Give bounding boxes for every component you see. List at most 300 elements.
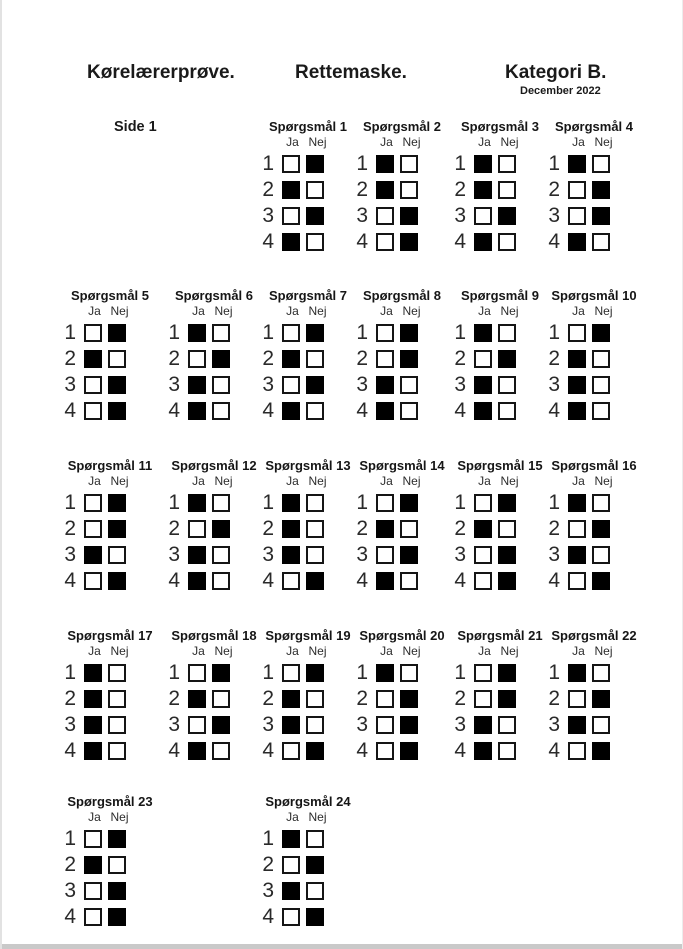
checkbox-nej-filled bbox=[498, 207, 516, 225]
checkbox-nej-empty bbox=[306, 402, 324, 420]
answer-row bbox=[260, 372, 356, 398]
nej-column-header: Nej bbox=[500, 304, 519, 318]
row-number: 3 bbox=[356, 543, 368, 566]
ja-column-header: Ja bbox=[478, 644, 491, 658]
checkbox-ja-filled bbox=[474, 402, 492, 420]
question-title: Spørgsmål 5 bbox=[70, 288, 150, 303]
nej-column-header: Nej bbox=[402, 304, 421, 318]
checkbox-nej-filled bbox=[498, 664, 516, 682]
checkbox-ja-empty bbox=[84, 908, 102, 926]
row-number: 1 bbox=[262, 491, 274, 514]
question-block bbox=[166, 628, 262, 764]
ja-column-header: Ja bbox=[88, 810, 101, 824]
row-number: 1 bbox=[64, 491, 76, 514]
checkbox-nej-empty bbox=[498, 324, 516, 342]
ja-nej-header bbox=[354, 644, 450, 658]
checkbox-ja-empty bbox=[188, 664, 206, 682]
checkbox-ja-empty bbox=[474, 207, 492, 225]
answer-rows bbox=[546, 151, 642, 255]
answer-row bbox=[354, 660, 450, 686]
answer-row bbox=[260, 904, 356, 930]
question-block bbox=[546, 628, 642, 764]
answer-rows bbox=[260, 151, 356, 255]
answer-row bbox=[546, 686, 642, 712]
checkbox-nej-filled bbox=[108, 324, 126, 342]
checkbox-ja-filled bbox=[568, 402, 586, 420]
answer-row bbox=[354, 686, 450, 712]
row-number: 1 bbox=[262, 152, 274, 175]
checkbox-nej-empty bbox=[212, 402, 230, 420]
checkbox-ja-empty bbox=[188, 350, 206, 368]
row-number: 3 bbox=[454, 373, 466, 396]
answer-rows bbox=[166, 660, 262, 764]
ja-column-header: Ja bbox=[380, 135, 393, 149]
answer-row bbox=[260, 490, 356, 516]
checkbox-ja-filled bbox=[376, 572, 394, 590]
nej-column-header: Nej bbox=[308, 644, 327, 658]
checkbox-ja-filled bbox=[474, 716, 492, 734]
row-number: 1 bbox=[356, 152, 368, 175]
checkbox-nej-filled bbox=[108, 402, 126, 420]
answer-row bbox=[260, 346, 356, 372]
checkbox-nej-empty bbox=[306, 350, 324, 368]
row-number: 4 bbox=[64, 399, 76, 422]
sheet-title: Rettemaske. bbox=[295, 62, 407, 83]
ja-nej-header bbox=[452, 644, 548, 658]
answer-row bbox=[452, 660, 548, 686]
answer-row bbox=[354, 177, 450, 203]
answer-rows bbox=[260, 660, 356, 764]
ja-column-header: Ja bbox=[88, 304, 101, 318]
answer-rows bbox=[166, 490, 262, 594]
answer-rows bbox=[62, 490, 158, 594]
checkbox-nej-filled bbox=[306, 742, 324, 760]
checkbox-ja-filled bbox=[188, 402, 206, 420]
nej-column-header: Nej bbox=[594, 304, 613, 318]
ja-nej-header bbox=[452, 474, 548, 488]
answer-row bbox=[62, 826, 158, 852]
row-number: 3 bbox=[262, 879, 274, 902]
checkbox-nej-empty bbox=[108, 664, 126, 682]
answer-row bbox=[354, 542, 450, 568]
row-number: 3 bbox=[454, 543, 466, 566]
question-title: Spørgsmål 6 bbox=[174, 288, 254, 303]
answer-row bbox=[354, 490, 450, 516]
checkbox-nej-filled bbox=[212, 716, 230, 734]
row-number: 4 bbox=[64, 905, 76, 928]
checkbox-ja-filled bbox=[568, 494, 586, 512]
answer-row bbox=[166, 568, 262, 594]
answer-row bbox=[260, 568, 356, 594]
checkbox-nej-filled bbox=[306, 324, 324, 342]
checkbox-nej-empty bbox=[306, 882, 324, 900]
row-number: 1 bbox=[168, 661, 180, 684]
row-number: 3 bbox=[454, 713, 466, 736]
checkbox-ja-filled bbox=[568, 664, 586, 682]
answer-row bbox=[452, 712, 548, 738]
row-number: 1 bbox=[454, 152, 466, 175]
ja-column-header: Ja bbox=[478, 304, 491, 318]
checkbox-nej-filled bbox=[212, 350, 230, 368]
checkbox-ja-empty bbox=[84, 572, 102, 590]
answer-rows bbox=[452, 490, 548, 594]
checkbox-ja-empty bbox=[84, 520, 102, 538]
ja-nej-header bbox=[62, 644, 158, 658]
checkbox-ja-filled bbox=[282, 546, 300, 564]
nej-column-header: Nej bbox=[594, 135, 613, 149]
row-number: 2 bbox=[454, 347, 466, 370]
nej-column-header: Nej bbox=[500, 644, 519, 658]
answer-row bbox=[166, 712, 262, 738]
nej-column-header: Nej bbox=[402, 474, 421, 488]
checkbox-nej-empty bbox=[400, 664, 418, 682]
row-number: 2 bbox=[64, 687, 76, 710]
row-number: 4 bbox=[356, 230, 368, 253]
answer-rows bbox=[260, 320, 356, 424]
checkbox-ja-filled bbox=[188, 546, 206, 564]
row-number: 4 bbox=[64, 569, 76, 592]
checkbox-ja-filled bbox=[84, 546, 102, 564]
answer-row bbox=[62, 398, 158, 424]
checkbox-ja-filled bbox=[282, 690, 300, 708]
answer-row bbox=[452, 177, 548, 203]
answer-rows bbox=[354, 320, 450, 424]
row-number: 1 bbox=[262, 827, 274, 850]
checkbox-ja-empty bbox=[84, 830, 102, 848]
answer-row bbox=[260, 203, 356, 229]
nej-column-header: Nej bbox=[110, 810, 129, 824]
checkbox-ja-empty bbox=[188, 520, 206, 538]
checkbox-ja-empty bbox=[376, 716, 394, 734]
row-number: 1 bbox=[64, 661, 76, 684]
checkbox-ja-filled bbox=[474, 181, 492, 199]
answer-row bbox=[166, 542, 262, 568]
checkbox-ja-empty bbox=[568, 572, 586, 590]
row-number: 2 bbox=[262, 178, 274, 201]
row-number: 3 bbox=[64, 543, 76, 566]
checkbox-ja-empty bbox=[376, 690, 394, 708]
row-number: 3 bbox=[262, 204, 274, 227]
checkbox-ja-empty bbox=[188, 716, 206, 734]
checkbox-nej-filled bbox=[592, 520, 610, 538]
nej-column-header: Nej bbox=[110, 474, 129, 488]
checkbox-nej-filled bbox=[108, 376, 126, 394]
row-number: 4 bbox=[64, 739, 76, 762]
checkbox-ja-empty bbox=[282, 908, 300, 926]
question-title: Spørgsmål 10 bbox=[551, 288, 637, 303]
answer-row bbox=[546, 516, 642, 542]
nej-column-header: Nej bbox=[214, 644, 233, 658]
answer-row bbox=[452, 398, 548, 424]
ja-nej-header bbox=[62, 474, 158, 488]
checkbox-ja-filled bbox=[282, 181, 300, 199]
row-number: 2 bbox=[356, 178, 368, 201]
answer-row bbox=[546, 177, 642, 203]
row-number: 2 bbox=[454, 517, 466, 540]
checkbox-ja-filled bbox=[84, 690, 102, 708]
nej-column-header: Nej bbox=[308, 304, 327, 318]
question-block bbox=[260, 628, 356, 764]
checkbox-nej-filled bbox=[108, 572, 126, 590]
ja-column-header: Ja bbox=[286, 644, 299, 658]
row-number: 2 bbox=[548, 347, 560, 370]
checkbox-nej-empty bbox=[212, 742, 230, 760]
answer-row bbox=[260, 151, 356, 177]
checkbox-nej-filled bbox=[306, 207, 324, 225]
row-number: 4 bbox=[262, 905, 274, 928]
answer-row bbox=[62, 660, 158, 686]
checkbox-ja-filled bbox=[188, 376, 206, 394]
ja-column-header: Ja bbox=[478, 135, 491, 149]
row-number: 3 bbox=[356, 713, 368, 736]
row-number: 4 bbox=[262, 399, 274, 422]
answer-row bbox=[546, 542, 642, 568]
row-number: 2 bbox=[548, 178, 560, 201]
checkbox-nej-filled bbox=[400, 207, 418, 225]
answer-row bbox=[260, 177, 356, 203]
checkbox-nej-empty bbox=[212, 690, 230, 708]
nej-column-header: Nej bbox=[500, 135, 519, 149]
checkbox-ja-filled bbox=[188, 324, 206, 342]
ja-nej-header bbox=[452, 135, 548, 149]
checkbox-ja-empty bbox=[376, 324, 394, 342]
row-number: 4 bbox=[454, 569, 466, 592]
row-number: 3 bbox=[168, 373, 180, 396]
checkbox-ja-filled bbox=[474, 155, 492, 173]
checkbox-nej-empty bbox=[108, 856, 126, 874]
row-number: 3 bbox=[64, 373, 76, 396]
exam-title: Kørelærerprøve. bbox=[87, 62, 235, 83]
checkbox-nej-empty bbox=[212, 546, 230, 564]
answer-rows bbox=[166, 320, 262, 424]
checkbox-ja-filled bbox=[84, 664, 102, 682]
question-block bbox=[166, 288, 262, 424]
row-number: 1 bbox=[548, 152, 560, 175]
row-number: 2 bbox=[64, 347, 76, 370]
row-number: 1 bbox=[454, 321, 466, 344]
answer-row bbox=[62, 568, 158, 594]
row-number: 1 bbox=[262, 661, 274, 684]
row-number: 3 bbox=[262, 543, 274, 566]
checkbox-ja-empty bbox=[568, 324, 586, 342]
checkbox-ja-filled bbox=[282, 882, 300, 900]
ja-nej-header bbox=[260, 810, 356, 824]
checkbox-nej-filled bbox=[400, 324, 418, 342]
checkbox-nej-empty bbox=[212, 494, 230, 512]
checkbox-ja-filled bbox=[568, 155, 586, 173]
checkbox-ja-empty bbox=[474, 572, 492, 590]
row-number: 3 bbox=[356, 204, 368, 227]
nej-column-header: Nej bbox=[308, 135, 327, 149]
answer-row bbox=[452, 686, 548, 712]
answer-row bbox=[354, 229, 450, 255]
row-number: 2 bbox=[356, 517, 368, 540]
row-number: 1 bbox=[262, 321, 274, 344]
answer-rows bbox=[546, 660, 642, 764]
answer-row bbox=[354, 568, 450, 594]
question-title: Spørgsmål 19 bbox=[265, 628, 351, 643]
answer-row bbox=[260, 852, 356, 878]
checkbox-nej-empty bbox=[592, 155, 610, 173]
checkbox-ja-empty bbox=[474, 494, 492, 512]
checkbox-ja-filled bbox=[282, 350, 300, 368]
answer-row bbox=[354, 151, 450, 177]
checkbox-nej-empty bbox=[400, 572, 418, 590]
answer-rows bbox=[260, 826, 356, 930]
answer-rows bbox=[452, 320, 548, 424]
checkbox-ja-empty bbox=[376, 350, 394, 368]
ja-nej-header bbox=[166, 304, 262, 318]
question-block bbox=[452, 119, 548, 255]
checkbox-nej-empty bbox=[306, 716, 324, 734]
answer-row bbox=[62, 738, 158, 764]
question-title: Spørgsmål 15 bbox=[457, 458, 543, 473]
ja-nej-header bbox=[166, 644, 262, 658]
answer-rows bbox=[546, 320, 642, 424]
checkbox-ja-empty bbox=[376, 546, 394, 564]
checkbox-ja-filled bbox=[376, 155, 394, 173]
question-block bbox=[354, 628, 450, 764]
page-number-label: Side 1 bbox=[114, 119, 157, 135]
checkbox-nej-filled bbox=[498, 690, 516, 708]
answer-row bbox=[354, 346, 450, 372]
checkbox-nej-filled bbox=[108, 830, 126, 848]
checkbox-ja-filled bbox=[568, 376, 586, 394]
question-block bbox=[354, 288, 450, 424]
checkbox-ja-filled bbox=[376, 402, 394, 420]
checkbox-ja-empty bbox=[474, 350, 492, 368]
checkbox-nej-filled bbox=[498, 494, 516, 512]
checkbox-nej-empty bbox=[212, 376, 230, 394]
answer-row bbox=[62, 490, 158, 516]
checkbox-nej-empty bbox=[400, 520, 418, 538]
answer-row bbox=[452, 542, 548, 568]
ja-column-header: Ja bbox=[380, 644, 393, 658]
checkbox-ja-filled bbox=[84, 742, 102, 760]
checkbox-ja-filled bbox=[282, 716, 300, 734]
row-number: 3 bbox=[168, 543, 180, 566]
row-number: 3 bbox=[454, 204, 466, 227]
answer-row bbox=[62, 686, 158, 712]
ja-column-header: Ja bbox=[380, 474, 393, 488]
checkbox-nej-empty bbox=[108, 350, 126, 368]
ja-nej-header bbox=[260, 644, 356, 658]
checkbox-nej-empty bbox=[400, 376, 418, 394]
ja-nej-header bbox=[166, 474, 262, 488]
checkbox-nej-filled bbox=[400, 350, 418, 368]
checkbox-ja-filled bbox=[188, 690, 206, 708]
answer-row bbox=[452, 151, 548, 177]
checkbox-nej-filled bbox=[592, 324, 610, 342]
checkbox-nej-filled bbox=[400, 742, 418, 760]
checkbox-nej-filled bbox=[108, 882, 126, 900]
ja-column-header: Ja bbox=[192, 474, 205, 488]
checkbox-nej-empty bbox=[592, 494, 610, 512]
answer-row bbox=[452, 229, 548, 255]
answer-row bbox=[62, 320, 158, 346]
answer-row bbox=[546, 372, 642, 398]
ja-nej-header bbox=[260, 474, 356, 488]
checkbox-nej-filled bbox=[498, 546, 516, 564]
row-number: 4 bbox=[548, 569, 560, 592]
ja-column-header: Ja bbox=[286, 135, 299, 149]
checkbox-ja-filled bbox=[474, 233, 492, 251]
checkbox-nej-filled bbox=[400, 494, 418, 512]
nej-column-header: Nej bbox=[402, 644, 421, 658]
answer-row bbox=[62, 346, 158, 372]
answer-rows bbox=[546, 490, 642, 594]
row-number: 4 bbox=[356, 399, 368, 422]
checkbox-ja-empty bbox=[84, 494, 102, 512]
checkbox-ja-filled bbox=[282, 830, 300, 848]
answer-rows bbox=[260, 490, 356, 594]
checkbox-nej-empty bbox=[498, 155, 516, 173]
row-number: 4 bbox=[548, 230, 560, 253]
answer-row bbox=[62, 852, 158, 878]
answer-row bbox=[62, 712, 158, 738]
nej-column-header: Nej bbox=[594, 644, 613, 658]
checkbox-ja-filled bbox=[474, 520, 492, 538]
row-number: 2 bbox=[168, 687, 180, 710]
ja-column-header: Ja bbox=[286, 810, 299, 824]
checkbox-nej-filled bbox=[212, 664, 230, 682]
question-title: Spørgsmål 23 bbox=[67, 794, 153, 809]
question-title: Spørgsmål 2 bbox=[362, 119, 442, 134]
checkbox-ja-filled bbox=[376, 520, 394, 538]
checkbox-nej-empty bbox=[306, 233, 324, 251]
ja-nej-header bbox=[354, 474, 450, 488]
row-number: 3 bbox=[548, 373, 560, 396]
row-number: 1 bbox=[548, 491, 560, 514]
row-number: 2 bbox=[64, 517, 76, 540]
row-number: 1 bbox=[548, 661, 560, 684]
checkbox-ja-filled bbox=[474, 376, 492, 394]
row-number: 1 bbox=[356, 491, 368, 514]
answer-row bbox=[166, 398, 262, 424]
checkbox-ja-filled bbox=[282, 233, 300, 251]
checkbox-ja-empty bbox=[282, 155, 300, 173]
answer-row bbox=[354, 516, 450, 542]
ja-column-header: Ja bbox=[286, 304, 299, 318]
row-number: 3 bbox=[548, 204, 560, 227]
ja-column-header: Ja bbox=[88, 644, 101, 658]
ja-column-header: Ja bbox=[572, 644, 585, 658]
checkbox-ja-filled bbox=[84, 716, 102, 734]
checkbox-ja-empty bbox=[84, 882, 102, 900]
checkbox-nej-filled bbox=[400, 716, 418, 734]
checkbox-nej-empty bbox=[592, 716, 610, 734]
checkbox-ja-filled bbox=[188, 494, 206, 512]
row-number: 3 bbox=[262, 373, 274, 396]
category-title: Kategori B. bbox=[505, 62, 607, 83]
checkbox-ja-filled bbox=[376, 664, 394, 682]
checkbox-nej-empty bbox=[108, 690, 126, 708]
answer-row bbox=[260, 712, 356, 738]
row-number: 4 bbox=[454, 230, 466, 253]
answer-row bbox=[260, 516, 356, 542]
answer-row bbox=[546, 398, 642, 424]
answer-row bbox=[452, 568, 548, 594]
answer-row bbox=[260, 878, 356, 904]
question-block bbox=[166, 458, 262, 594]
question-block bbox=[452, 458, 548, 594]
row-number: 4 bbox=[356, 569, 368, 592]
checkbox-nej-empty bbox=[592, 664, 610, 682]
row-number: 2 bbox=[262, 853, 274, 876]
checkbox-nej-empty bbox=[306, 690, 324, 708]
checkbox-ja-empty bbox=[376, 742, 394, 760]
checkbox-nej-empty bbox=[306, 181, 324, 199]
